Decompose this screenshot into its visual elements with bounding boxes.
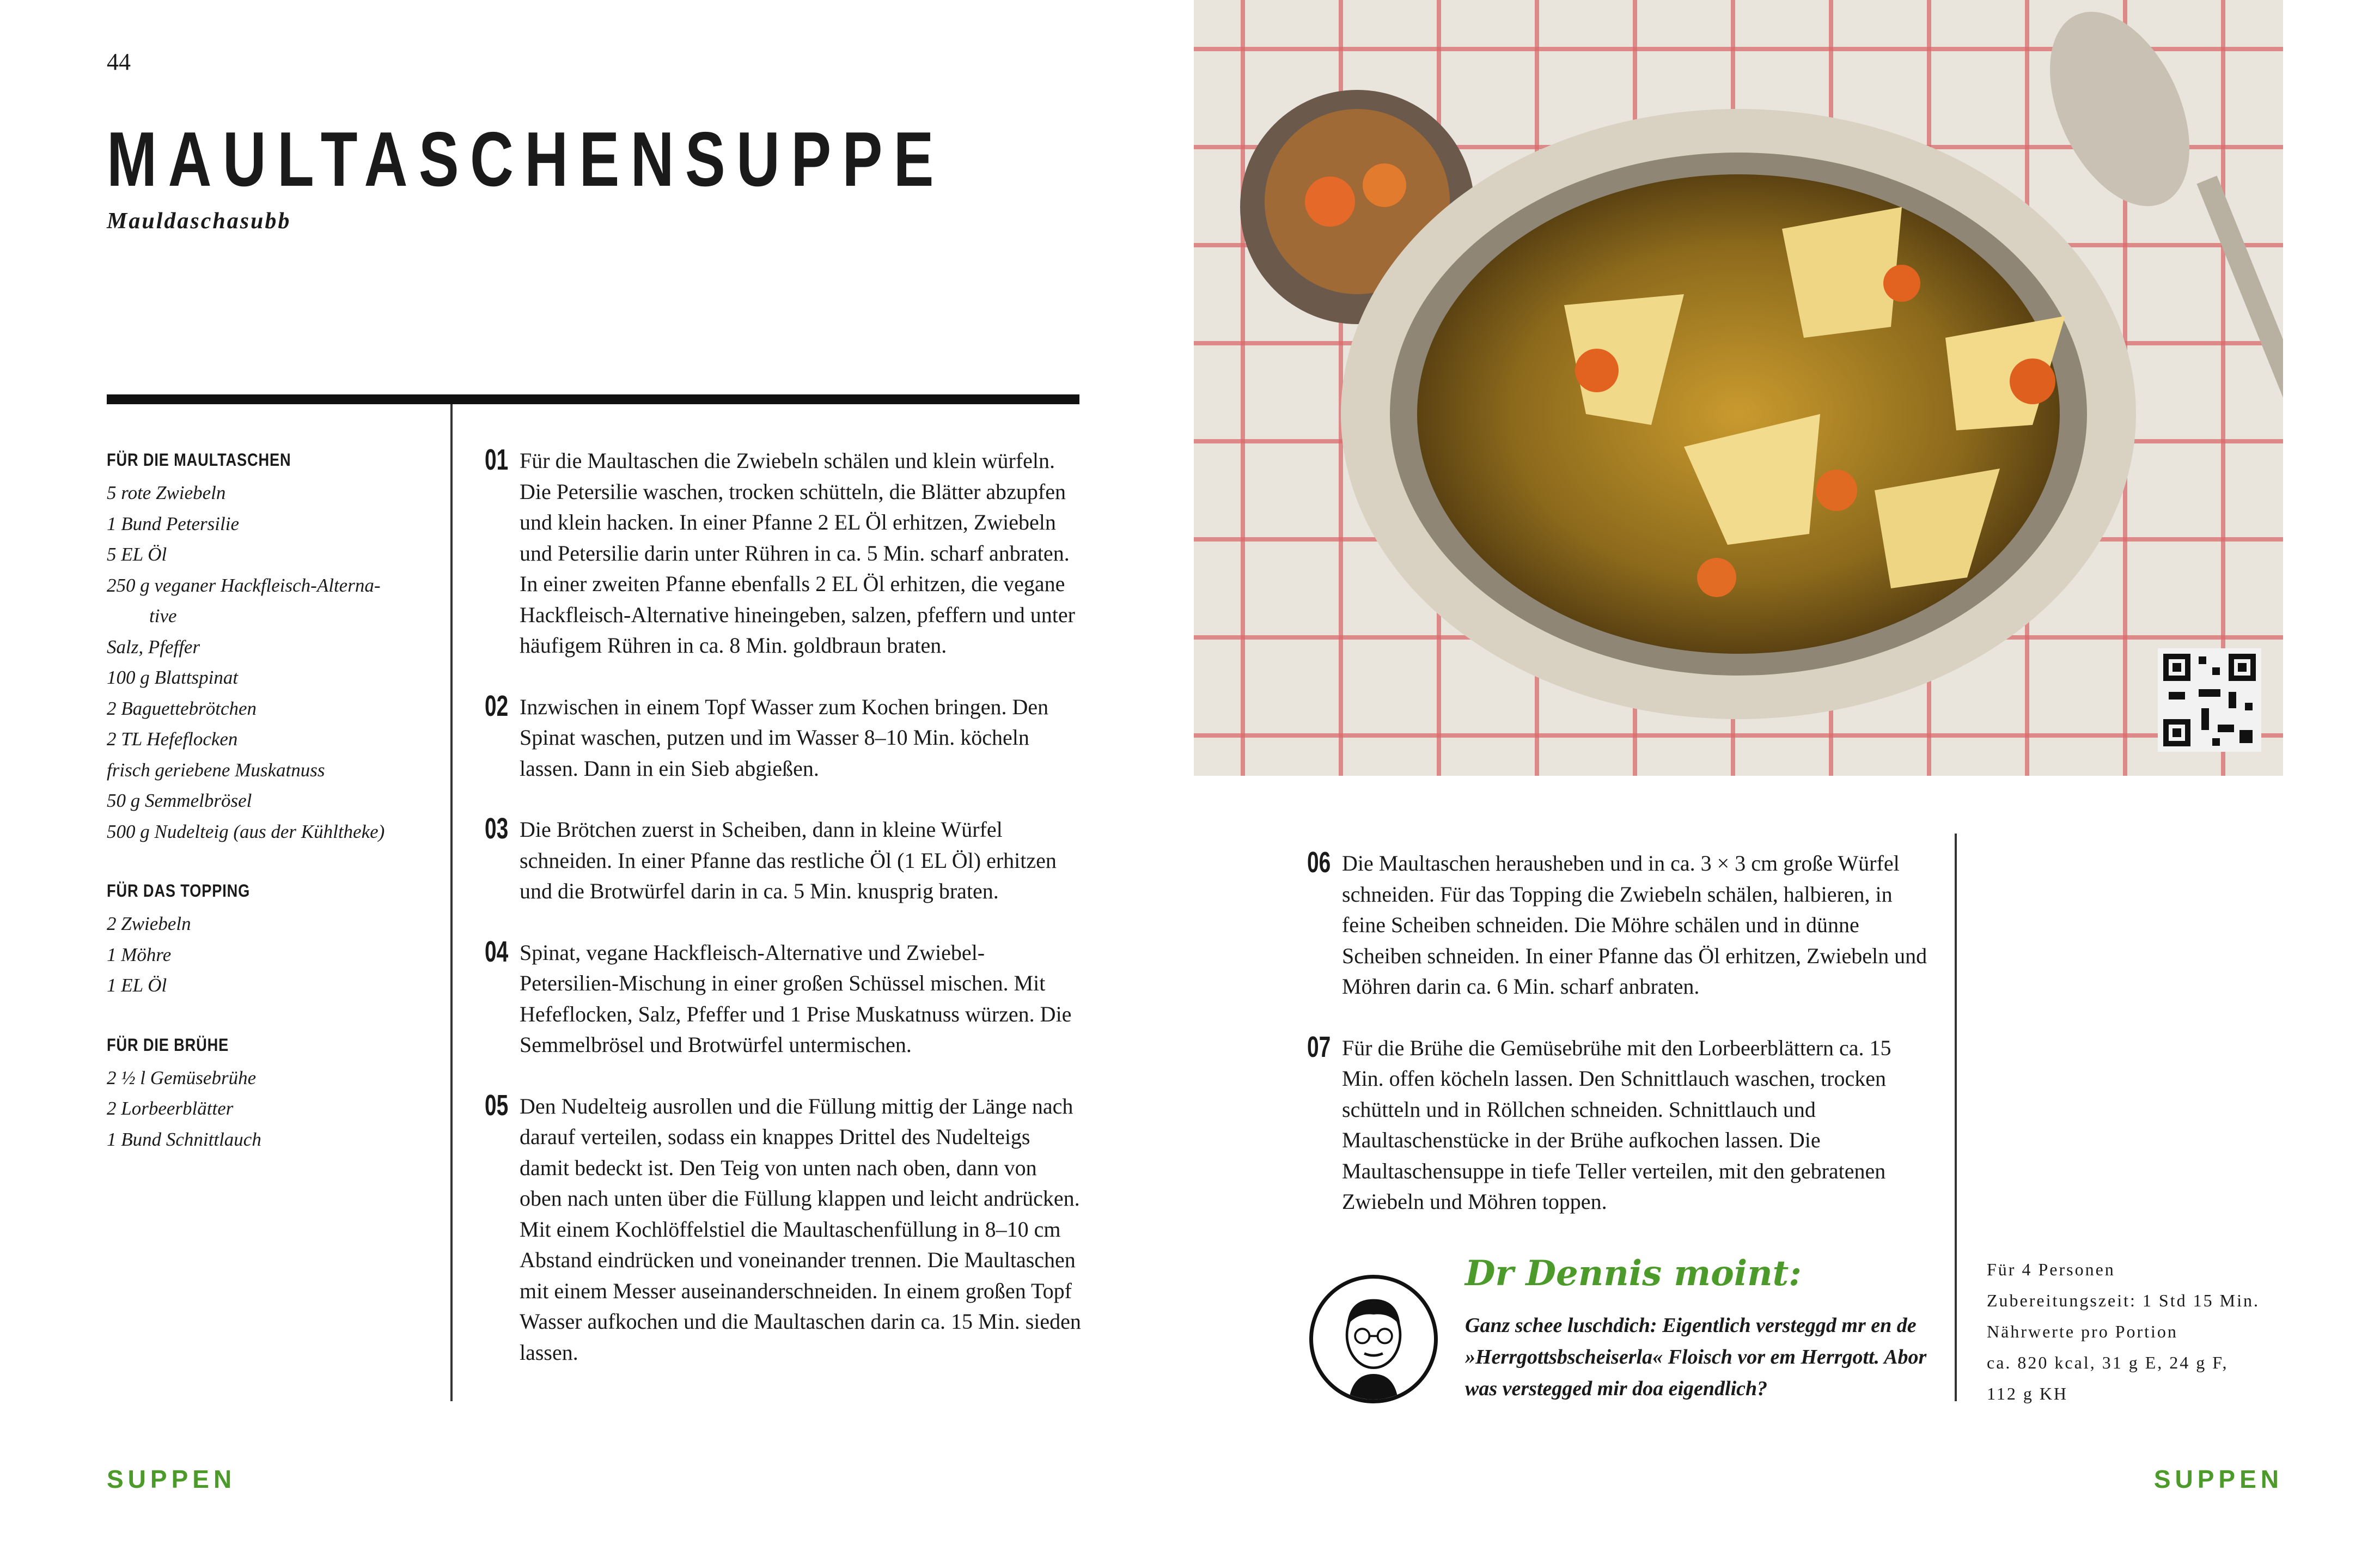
step-04 [485, 935, 1084, 1061]
ingredient-item: 100 g Blattspinat [107, 667, 239, 688]
step-03 [485, 814, 1084, 907]
step-text: Für die Brühe die Gemüsebrühe mit den Lorbeerblättern ca. 15 Min. offen köcheln lassen. Den Schnittlauch waschen, trocken schütteln und in Röllchen schneiden. Schnittlauch und Maultaschenstücke in der Brühe aufkochen lassen. Die Maultaschensuppe in tiefe Teller verteilen, mit den gebratenen Zwiebeln und Möhren toppen. [1342, 1035, 1891, 1214]
steps-column-right [1307, 848, 1933, 1248]
footer-section-left: SUPPEN [107, 1465, 236, 1493]
ingredient-group-topping [107, 881, 434, 1001]
ingredient-group-maultaschen [107, 450, 434, 847]
ingredient-group-heading: FÜR DAS TOPPING [107, 881, 251, 901]
steps-column-left [485, 443, 1084, 1398]
column-divider-right [1955, 834, 1957, 1401]
step-text: Spinat, vegane Hackfleisch-Alternative und Zwiebel-Petersilien-Mischung in einer großen Schüssel mischen. Mit Hefeflocken, Salz, Pfeffer und 1 Prise Muskatnuss würzen. Die Semmelbrösel und Brotwürfel untermischen. [520, 940, 1072, 1057]
step-07 [1307, 1030, 1933, 1218]
ingredient-item: 5 rote Zwiebeln [107, 482, 226, 503]
ingredient-item: 1 EL Öl [107, 975, 167, 996]
step-number: 02 [485, 689, 509, 722]
dennis-portrait-icon [1309, 1275, 1438, 1403]
recipe-subtitle: Mauldaschasubb [107, 209, 291, 234]
step-02 [485, 689, 1084, 784]
step-number: 07 [1307, 1030, 1331, 1063]
recipe-title: MAULTASCHENSUPPE [107, 116, 945, 203]
step-number: 05 [485, 1088, 509, 1122]
prep-time: Zubereitungszeit: 1 Std 15 Min. [1987, 1291, 2260, 1310]
recipe-info [1987, 1254, 2260, 1409]
ingredient-item: tive [149, 605, 177, 627]
tip-title: Dr Dennis moint: [1465, 1253, 1802, 1294]
step-text: Die Maultaschen herausheben und in ca. 3 × 3 cm große Würfel schneiden. Für das Topping die Zwiebeln schälen, halbieren, in feine Scheiben schneiden. Die Möhre schälen und in dünne Scheiben schneiden. In einer Pfanne das Öl erhitzen, Zwiebeln und Möhren darin ca. 6 Min. scharf anbraten. [1342, 851, 1927, 999]
footer-section-right: SUPPEN [2153, 1465, 2283, 1493]
step-number: 04 [485, 935, 509, 968]
nutrition-values: ca. 820 kcal, 31 g E, 24 g F, [1987, 1353, 2229, 1372]
ingredient-item: Salz, Pfeffer [107, 636, 200, 658]
ingredient-group-heading: FÜR DIE BRÜHE [107, 1035, 229, 1055]
ingredient-item: 1 Möhre [107, 944, 172, 965]
step-text: Die Brötchen zuerst in Scheiben, dann in kleine Würfel schneiden. In einer Pfanne das restliche Öl (1 EL Öl) erhitzen und die Brotwürfel darin in ca. 5 Min. knusprig braten. [520, 817, 1057, 903]
tip-text: Ganz schee luschdich: Eigentlich versteggd mr en de »Herrgottsbscheiserla« Floisch vor em Herrgott. Abor was verstegged mir doa eigendlich? [1465, 1314, 1927, 1400]
step-05 [485, 1088, 1084, 1369]
step-text: Den Nudelteig ausrollen und die Füllung mittig der Länge nach darauf verteilen, sodass ein knappes Drittel des Nudelteigs damit bedeckt ist. Den Teig von unten nach oben, dann von oben nach unten über die Füllung klappen und leicht andrücken. Mit einem Kochlöffelstiel die Maultaschenfüllung in 8–10 cm Abstand eindrücken und voneinander trennen. Die Maultaschen mit einem Messer auseinanderschneiden. In einem großen Topf Wasser aufkochen und die Maultaschen darin ca. 15 Min. sieden lassen. [520, 1093, 1081, 1365]
ingredient-item: 1 Bund Schnittlauch [107, 1128, 261, 1150]
servings: Für 4 Personen [1987, 1260, 2115, 1279]
ingredient-item: 2 ½ l Gemüsebrühe [107, 1067, 257, 1088]
qr-code-icon [2158, 648, 2261, 752]
soup-photo [1194, 0, 2283, 776]
ingredient-item: 2 TL Hefeflocken [107, 728, 238, 750]
nutrition-values-cont: 112 g KH [1987, 1384, 2068, 1403]
ingredient-item: 50 g Semmelbrösel [107, 790, 252, 811]
ingredient-item: 250 g veganer Hackfleisch-Alterna- [107, 574, 381, 596]
page-number: 44 [107, 48, 131, 75]
step-01 [485, 443, 1084, 661]
ingredient-item: frisch geriebene Muskatnuss [107, 759, 325, 781]
ingredient-group-heading: FÜR DIE MAULTASCHEN [107, 450, 291, 470]
ingredient-item: 1 Bund Petersilie [107, 513, 240, 534]
step-number: 01 [485, 443, 509, 476]
step-text: Inzwischen in einem Topf Wasser zum Kochen bringen. Den Spinat waschen, putzen und im Wasser 8–10 Min. köcheln lassen. Dann in ein Sieb abgießen. [520, 694, 1049, 781]
ingredient-group-bruehe [107, 1035, 434, 1155]
ingredient-item: 500 g Nudelteig (aus der Kühltheke) [107, 820, 385, 842]
ingredient-item: 2 Lorbeerblätter [107, 1098, 234, 1119]
header-rule [107, 394, 1079, 404]
step-text: Für die Maultaschen die Zwiebeln schälen und klein würfeln. Die Petersilie waschen, trocken schütteln, die Blätter abzupfen und klein hacken. In einer Pfanne 2 EL Öl erhitzen, Zwiebeln und Petersilie darin unter Rühren in ca. 5 Min. scharf anbraten. In einer zweiten Pfanne ebenfalls 2 EL Öl erhitzen, die vegane Hackfleisch-Alternative hineingeben, salzen, pfeffern und unter häufigem Rühren in ca. 8 Min. goldbraun braten. [520, 448, 1075, 658]
nutrition-heading: Nährwerte pro Portion [1987, 1322, 2178, 1341]
ingredient-item: 2 Zwiebeln [107, 913, 191, 934]
step-number: 03 [485, 812, 509, 845]
step-06 [1307, 848, 1933, 1002]
ingredient-item: 2 Baguettebrötchen [107, 697, 257, 719]
ingredient-item: 5 EL Öl [107, 544, 167, 565]
step-number: 06 [1307, 846, 1331, 879]
ingredients-list [107, 450, 434, 1189]
column-divider-left [450, 404, 453, 1401]
